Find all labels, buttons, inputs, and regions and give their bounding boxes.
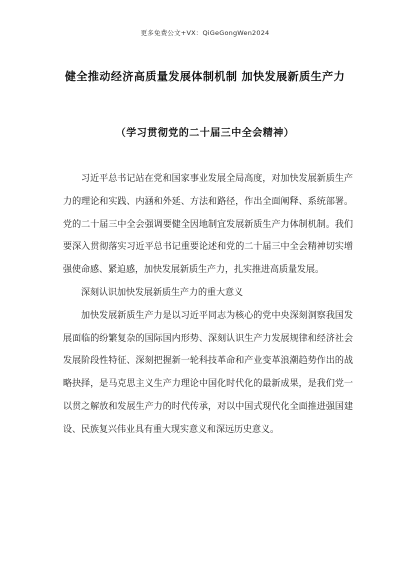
body-paragraph: 加快发展新质生产力是以习近平同志为核心的党中央深刻洞察我国发展面临的纷繁复杂的国际国内形势、深刻认识生产力发展规律和经济社会发展阶段性特征、深刻把握新一轮科技革命和产业变革浪潮趋势作出的战略抉择，是马克思主义生产力理论中国化时代化的最新成果，是我们党一以贯之解放和发展生产力的时代传承，对以中国式现代化全面推进强国建设、民族复兴伟业具有重大现实意义和深远历史意义。 [63,310,353,435]
header-note: 更多免费公文+VX：QiGeGongWen2024 [140,29,270,37]
section-heading: 深刻认识加快发展新质生产力的重大意义 [81,287,244,298]
document-body [63,168,353,442]
document-title: 健全推动经济高质量发展体制机制 加快发展新质生产力 [64,70,346,83]
body-paragraph: 习近平总书记站在党和国家事业发展全局高度，对加快发展新质生产力的理论和实践、内涵和外延、方法和路径，作出全面阐释、系统部署。党的二十届三中全会强调要健全因地制宜发展新质生产力体制机制。我们要深入贯彻落实习近平总书记重要论述和党的二十届三中全会精神切实增强使命感、紧迫感，加快发展新质生产力，扎实推进高质量发展。 [63,174,353,276]
document-subtitle: （学习贯彻党的二十届三中全会精神） [115,128,295,139]
